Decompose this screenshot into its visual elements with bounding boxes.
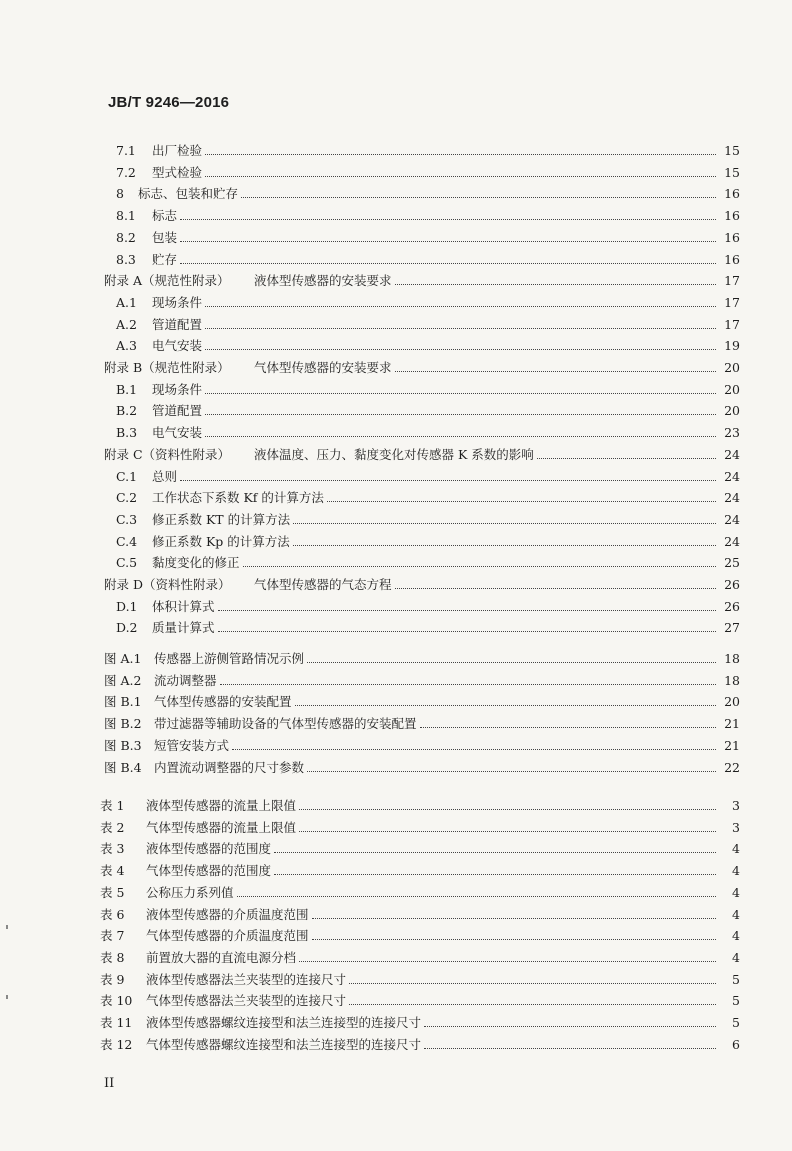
toc-entry-number: 附录 D（资料性附录） xyxy=(104,577,231,592)
page-number: II xyxy=(104,1076,115,1091)
leader-dots xyxy=(307,661,716,663)
toc-entry-number: 8 xyxy=(116,186,124,202)
leader-dots xyxy=(220,683,716,685)
figure-entry-title: 短管安装方式 xyxy=(154,737,230,753)
toc-entry-title: 现场条件 xyxy=(152,381,203,397)
table-entry-number: 表 1 xyxy=(100,798,125,813)
leader-dots xyxy=(205,175,716,177)
leader-dots xyxy=(205,348,716,350)
table-entry[interactable] xyxy=(100,1032,740,1052)
toc-entry-number: D.1 xyxy=(116,598,138,614)
table-entry[interactable] xyxy=(100,815,740,835)
leader-dots xyxy=(420,726,716,728)
table-entry[interactable] xyxy=(100,836,740,856)
toc-entry-number: 附录 B（规范性附录） xyxy=(104,360,230,375)
leader-dots xyxy=(307,770,716,772)
toc-entry-title: 修正系数 KT 的计算方法 xyxy=(152,511,291,527)
toc-entry[interactable] xyxy=(116,203,740,223)
toc-entry[interactable] xyxy=(116,290,740,310)
table-entry-title: 液体型传感器的范围度 xyxy=(146,841,272,857)
toc-entry-title: 出厂检验 xyxy=(152,143,203,158)
leader-dots xyxy=(395,370,716,372)
figure-entry[interactable] xyxy=(104,755,740,775)
toc-entry-page: 20 xyxy=(724,360,740,375)
toc-entry-number: 7.2 xyxy=(116,164,136,180)
table-entry[interactable] xyxy=(100,923,740,943)
table-entry-number: 表 3 xyxy=(100,841,125,857)
toc-entry[interactable] xyxy=(104,268,740,288)
toc-entry[interactable] xyxy=(116,615,740,635)
table-entry-title: 液体型传感器法兰夹装型的连接尺寸 xyxy=(146,971,347,987)
toc-entry-page: 27 xyxy=(724,620,740,636)
leader-dots xyxy=(180,479,716,481)
leader-dots xyxy=(312,938,716,940)
leader-dots xyxy=(349,1003,716,1005)
table-entry-number: 表 9 xyxy=(100,971,125,987)
toc-entry-number: 8.1 xyxy=(116,208,136,224)
leader-dots xyxy=(205,305,716,307)
table-entry-number: 表 12 xyxy=(100,1036,133,1052)
toc-entry-number: C.4 xyxy=(116,533,138,549)
toc-entry[interactable] xyxy=(116,225,740,245)
toc-entry-number: A.2 xyxy=(116,316,137,332)
toc-entry[interactable] xyxy=(116,420,740,440)
table-entry-page: 4 xyxy=(732,884,740,900)
figure-entry-number: 图 B.3 xyxy=(104,737,142,753)
toc-entry[interactable] xyxy=(116,398,740,418)
toc-entry-page: 25 xyxy=(724,555,740,571)
table-entry[interactable] xyxy=(100,945,740,965)
table-entry[interactable] xyxy=(100,858,740,878)
figure-entry-title: 带过滤器等辅助设备的气体型传感器的安装配置 xyxy=(154,716,417,732)
toc-entry-title: 体积计算式 xyxy=(152,598,215,614)
figure-entry-page: 18 xyxy=(724,651,740,666)
leader-dots xyxy=(232,748,716,750)
table-entry[interactable] xyxy=(100,793,740,813)
figure-entry-title: 内置流动调整器的尺寸参数 xyxy=(154,759,305,775)
leader-dots xyxy=(180,218,716,220)
table-entry-number: 表 5 xyxy=(100,884,125,900)
scan-speck xyxy=(6,995,8,999)
table-entry-title: 液体型传感器的介质温度范围 xyxy=(146,906,309,922)
table-entry-title: 液体型传感器螺纹连接型和法兰连接型的连接尺寸 xyxy=(146,1015,422,1030)
toc-entry-page: 23 xyxy=(724,425,740,441)
toc-entry-page: 20 xyxy=(724,403,740,419)
toc-entry-page: 17 xyxy=(724,316,740,332)
toc-entry-number: A.3 xyxy=(116,338,137,354)
toc-entry[interactable] xyxy=(116,377,740,397)
toc-entry-page: 24 xyxy=(724,490,740,506)
toc-entry-number: C.1 xyxy=(116,468,138,484)
figure-entry[interactable] xyxy=(104,711,740,731)
table-entry[interactable] xyxy=(100,902,740,922)
toc-entry-title: 修正系数 Kp 的计算方法 xyxy=(152,533,290,549)
toc-entry[interactable] xyxy=(116,507,740,527)
leader-dots xyxy=(312,917,716,919)
toc-entry-title: 标志、包装和贮存 xyxy=(138,186,239,202)
toc-entry[interactable] xyxy=(116,529,740,549)
toc-entry-title: 质量计算式 xyxy=(152,620,215,636)
toc-entry-page: 24 xyxy=(724,533,740,549)
toc-entry-title: 气体型传感器的气态方程 xyxy=(254,577,392,592)
leader-dots xyxy=(295,704,716,706)
toc-entry[interactable] xyxy=(116,160,740,180)
leader-dots xyxy=(293,522,716,524)
leader-dots xyxy=(274,873,716,875)
toc-entry-number: 附录 C（资料性附录） xyxy=(104,446,231,462)
document-code-header: JB/T 9246—2016 xyxy=(108,94,230,111)
figure-entry-page: 18 xyxy=(724,672,740,688)
toc-entry[interactable] xyxy=(104,572,740,592)
toc-entry-title: 包装 xyxy=(152,229,178,245)
toc-entry-page: 16 xyxy=(724,251,740,267)
toc-entry-page: 26 xyxy=(724,598,740,614)
leader-dots xyxy=(395,587,716,589)
table-entry-title: 气体型传感器法兰夹装型的连接尺寸 xyxy=(146,993,347,1009)
table-entry-title: 气体型传感器的介质温度范围 xyxy=(146,928,309,944)
leader-dots xyxy=(349,982,716,984)
table-entry-title: 气体型传感器的流量上限值 xyxy=(146,819,297,835)
table-entry-page: 5 xyxy=(732,971,740,987)
toc-entry-number: B.3 xyxy=(116,425,138,441)
table-entry-page: 4 xyxy=(732,863,740,879)
table-entry-page: 5 xyxy=(732,993,740,1009)
leader-dots xyxy=(237,895,716,897)
leader-dots xyxy=(299,830,716,832)
table-entry-page: 4 xyxy=(732,906,740,922)
toc-entry-page: 19 xyxy=(724,338,740,354)
figure-entry-number: 图 B.2 xyxy=(104,716,142,732)
table-entry-page: 5 xyxy=(732,1015,740,1030)
toc-entry[interactable] xyxy=(116,247,740,267)
table-entry-number: 表 4 xyxy=(100,863,125,879)
leader-dots xyxy=(205,413,716,415)
toc-entry-page: 26 xyxy=(724,577,740,592)
toc-entry-title: 现场条件 xyxy=(152,294,203,310)
table-entry-page: 3 xyxy=(732,798,740,813)
leader-dots xyxy=(299,960,716,962)
toc-entry-number: 8.2 xyxy=(116,229,136,245)
table-entry-title: 气体型传感器的范围度 xyxy=(146,863,272,879)
table-entry-title: 气体型传感器螺纹连接型和法兰连接型的连接尺寸 xyxy=(146,1036,422,1052)
leader-dots xyxy=(205,435,716,437)
toc-entry-number: 7.1 xyxy=(116,143,136,158)
table-entry-number: 表 6 xyxy=(100,906,125,922)
figure-entry-page: 22 xyxy=(724,759,740,775)
toc-entry-page: 15 xyxy=(724,164,740,180)
toc-entry-title: 液体型传感器的安装要求 xyxy=(254,273,392,289)
toc-entry-number: C.2 xyxy=(116,490,138,506)
toc-entry-title: 电气安装 xyxy=(152,338,203,354)
table-entry-title: 液体型传感器的流量上限值 xyxy=(146,798,297,813)
figure-entry[interactable] xyxy=(104,668,740,688)
toc-entry[interactable] xyxy=(116,464,740,484)
leader-dots xyxy=(218,630,716,632)
toc-entry-title: 工作状态下系数 Kf 的计算方法 xyxy=(152,490,324,506)
table-entry[interactable] xyxy=(100,1010,740,1030)
toc-entry-number: B.1 xyxy=(116,381,138,397)
toc-entry[interactable] xyxy=(116,550,740,570)
toc-entry-number: C.3 xyxy=(116,511,138,527)
toc-entry-title: 型式检验 xyxy=(152,164,203,180)
leader-dots xyxy=(243,565,716,567)
figure-entry-number: 图 B.1 xyxy=(104,694,142,710)
toc-entry-title: 电气安装 xyxy=(152,425,203,441)
toc-entry-title: 管道配置 xyxy=(152,403,203,419)
toc-entry[interactable] xyxy=(116,594,740,614)
toc-entry[interactable] xyxy=(116,312,740,332)
toc-entry-page: 16 xyxy=(724,229,740,245)
figure-entry-page: 21 xyxy=(724,716,740,732)
figure-entry-number: 图 A.1 xyxy=(104,651,142,666)
table-entry-page: 4 xyxy=(732,928,740,944)
leader-dots xyxy=(180,240,716,242)
toc-entry-page: 17 xyxy=(724,294,740,310)
figure-entry-number: 图 A.2 xyxy=(104,672,142,688)
leader-dots xyxy=(274,851,716,853)
leader-dots xyxy=(537,457,716,459)
figure-entry-title: 传感器上游侧管路情况示例 xyxy=(154,651,305,666)
toc-entry[interactable] xyxy=(116,333,740,353)
figure-entry-title: 流动调整器 xyxy=(154,672,217,688)
figure-entry[interactable] xyxy=(104,689,740,709)
leader-dots xyxy=(293,544,716,546)
toc-entry-title: 管道配置 xyxy=(152,316,203,332)
table-entry[interactable] xyxy=(100,988,740,1008)
table-entry-page: 6 xyxy=(732,1036,740,1052)
table-entry[interactable] xyxy=(100,967,740,987)
toc-entry-number: D.2 xyxy=(116,620,138,636)
figure-entry[interactable] xyxy=(104,646,740,666)
toc-entry[interactable] xyxy=(104,442,740,462)
toc-entry-page: 20 xyxy=(724,381,740,397)
leader-dots xyxy=(180,262,716,264)
table-entry-page: 4 xyxy=(732,841,740,857)
table-entry-page: 3 xyxy=(732,819,740,835)
table-entry-number: 表 10 xyxy=(100,993,133,1009)
table-entry-number: 表 11 xyxy=(100,1015,133,1030)
leader-dots xyxy=(205,327,716,329)
toc-entry[interactable] xyxy=(116,485,740,505)
toc-entry-title: 黏度变化的修正 xyxy=(152,555,240,571)
figure-entry-page: 20 xyxy=(724,694,740,710)
table-entry-number: 表 8 xyxy=(100,949,125,965)
toc-entry-page: 24 xyxy=(724,468,740,484)
leader-dots xyxy=(299,808,716,810)
toc-entry-page: 24 xyxy=(724,511,740,527)
table-entry-title: 公称压力系列值 xyxy=(146,884,234,900)
scan-speck xyxy=(6,925,8,929)
toc-entry-page: 16 xyxy=(724,208,740,224)
toc-entry-number: A.1 xyxy=(116,294,137,310)
table-entry-page: 4 xyxy=(732,949,740,965)
figure-entry[interactable] xyxy=(104,733,740,753)
toc-entry-title: 液体温度、压力、黏度变化对传感器 K 系数的影响 xyxy=(254,446,534,462)
leader-dots xyxy=(205,153,716,155)
figure-entry-title: 气体型传感器的安装配置 xyxy=(154,694,292,710)
table-entry-number: 表 2 xyxy=(100,819,125,835)
table-entry-number: 表 7 xyxy=(100,928,125,944)
figure-entry-number: 图 B.4 xyxy=(104,759,142,775)
toc-entry-number: 8.3 xyxy=(116,251,136,267)
toc-entry-title: 贮存 xyxy=(152,251,178,267)
toc-entry-page: 17 xyxy=(724,273,740,289)
leader-dots xyxy=(424,1047,716,1049)
toc-entry-page: 15 xyxy=(724,143,740,158)
toc-entry[interactable] xyxy=(104,355,740,375)
toc-entry[interactable] xyxy=(116,138,740,158)
toc-entry-title: 气体型传感器的安装要求 xyxy=(254,360,392,375)
leader-dots xyxy=(395,283,716,285)
table-entry[interactable] xyxy=(100,880,740,900)
table-entry-title: 前置放大器的直流电源分档 xyxy=(146,949,297,965)
toc-entry-number: B.2 xyxy=(116,403,138,419)
figure-entry-page: 21 xyxy=(724,737,740,753)
toc-entry-page: 16 xyxy=(724,186,740,202)
leader-dots xyxy=(205,392,716,394)
leader-dots xyxy=(424,1025,716,1027)
toc-entry-page: 24 xyxy=(724,446,740,462)
toc-entry-title: 标志 xyxy=(152,208,178,224)
leader-dots xyxy=(241,196,716,198)
toc-entry-number: C.5 xyxy=(116,555,138,571)
toc-entry-title: 总则 xyxy=(152,468,178,484)
toc-entry[interactable] xyxy=(116,181,740,201)
leader-dots xyxy=(218,609,716,611)
leader-dots xyxy=(327,500,716,502)
toc-entry-number: 附录 A（规范性附录） xyxy=(104,273,230,289)
